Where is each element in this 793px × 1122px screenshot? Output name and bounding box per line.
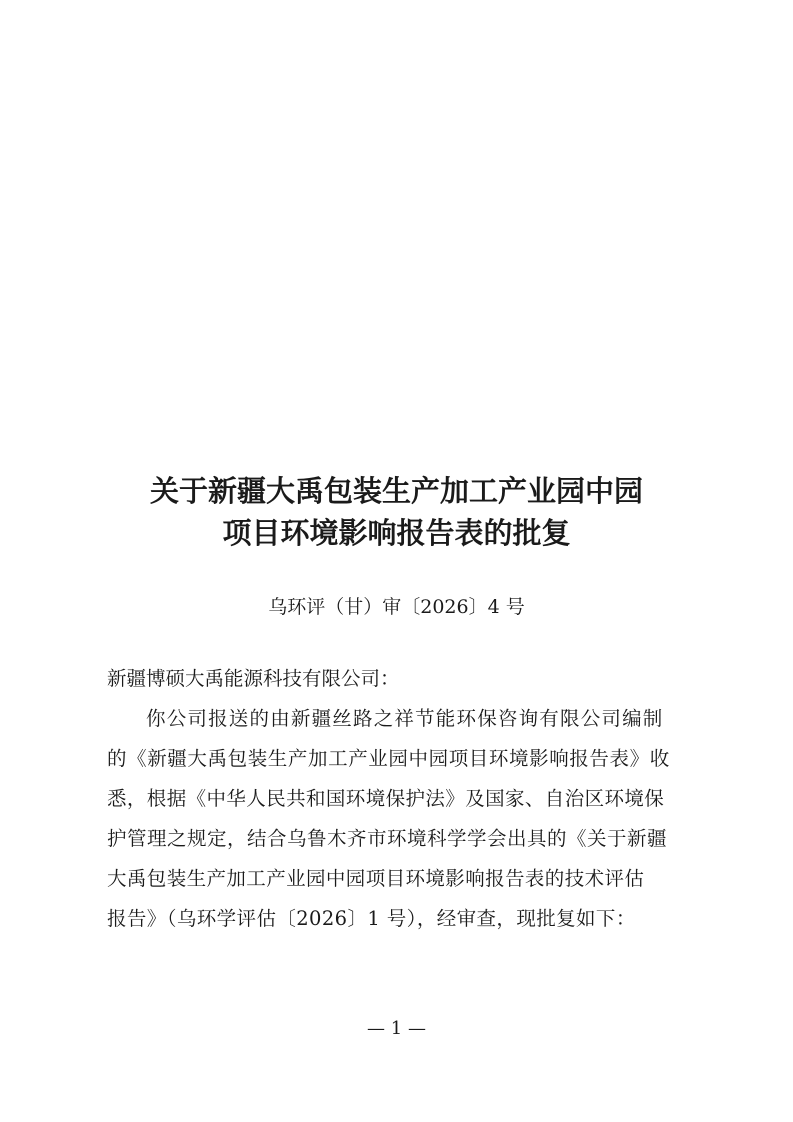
body-line: 报告》（乌环学评估〔2026〕1 号），经审查，现批复如下： [107,907,636,930]
body-line: 你公司报送的由新疆丝路之祥节能环保咨询有限公司编制 [146,707,664,730]
body-line: 的《新疆大禹包装生产加工产业园中园项目环境影响报告表》收 [107,747,670,770]
document-number: 乌环评（甘）审〔2026〕4 号 [268,596,525,618]
document-title-line-1: 关于新疆大禹包装生产加工产业园中园 [149,474,643,508]
salutation: 新疆博硕大禹能源科技有限公司： [107,667,400,690]
document-title-line-2: 项目环境影响报告表的批复 [222,516,571,550]
page-number: — 1 — [367,1018,426,1039]
body-line: 大禹包装生产加工产业园中园项目环境影响报告表的技术评估 [107,867,645,890]
body-line: 悉，根据《中华人民共和国环境保护法》及国家、自治区环境保 [107,787,665,810]
body-line: 护管理之规定，结合乌鲁木齐市环境科学学会出具的《关于新疆 [107,827,668,850]
